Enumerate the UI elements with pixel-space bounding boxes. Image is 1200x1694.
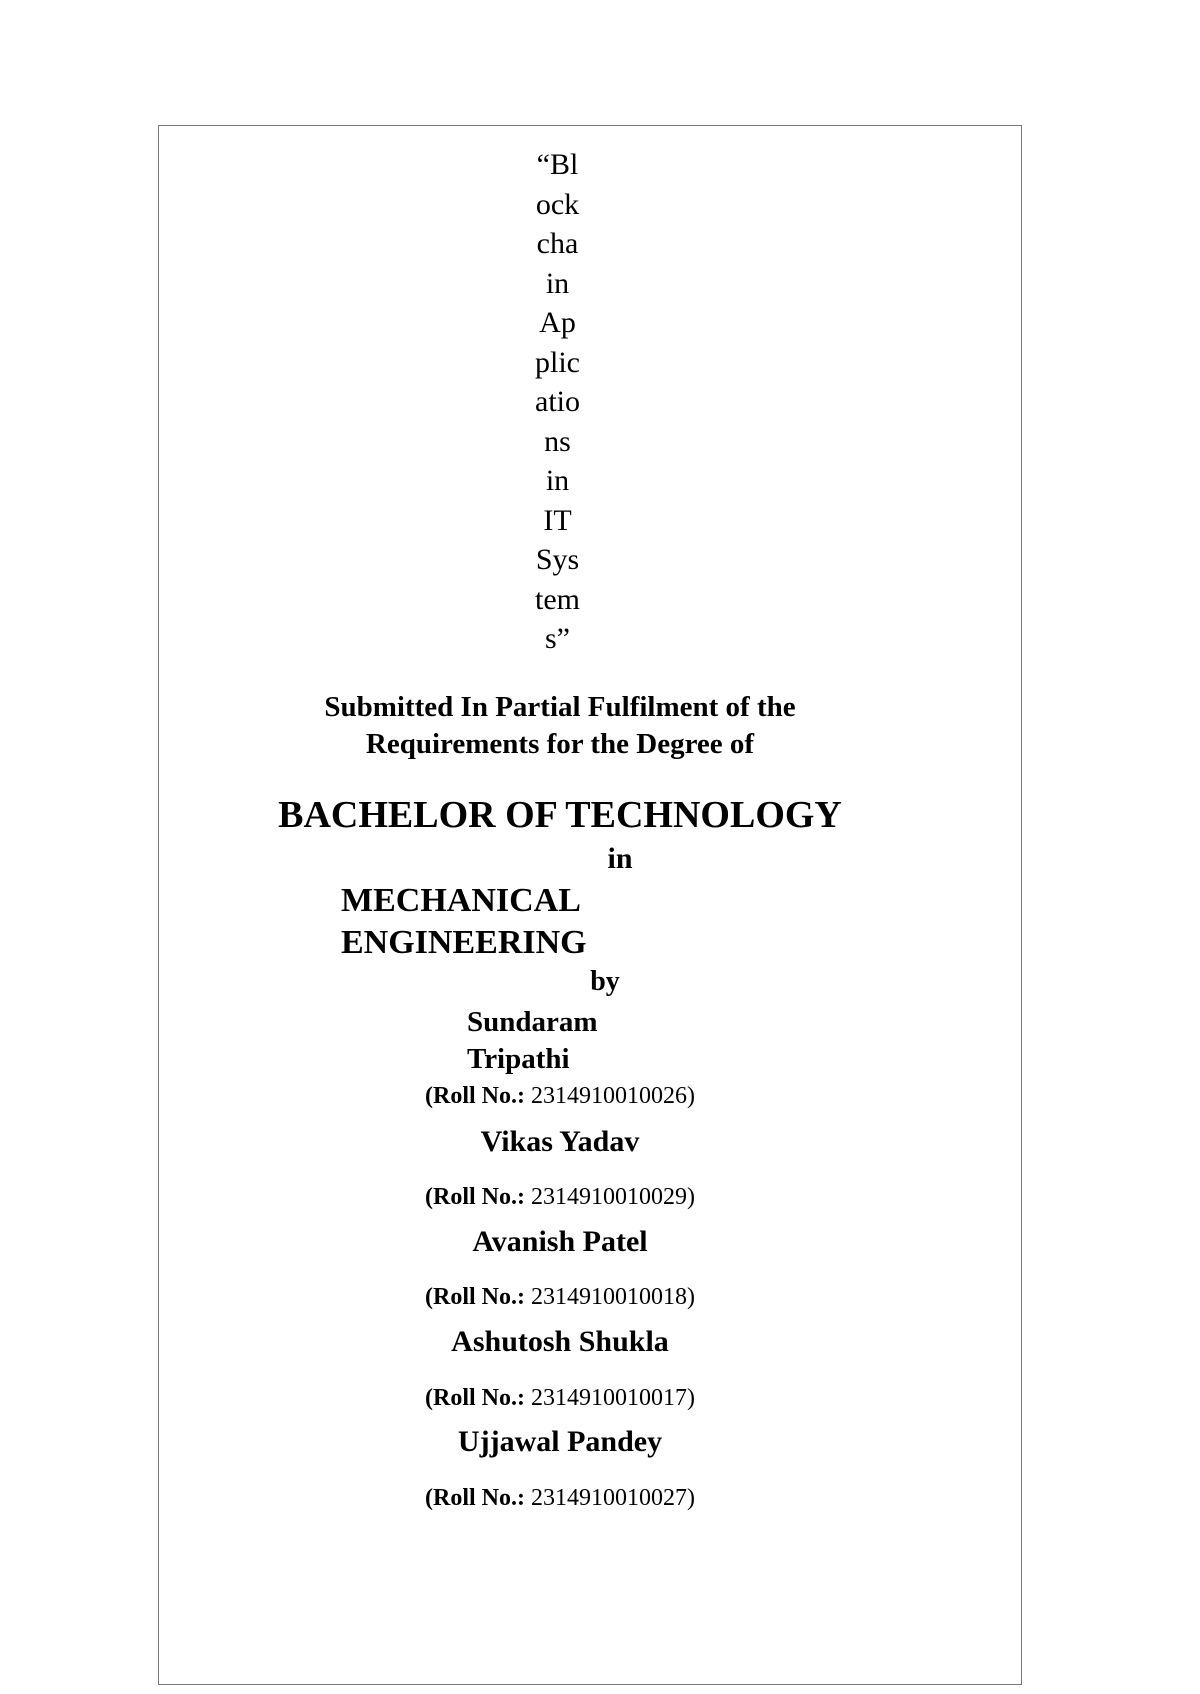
author-name — [467, 1004, 598, 1078]
title-fragment: s” — [545, 622, 570, 655]
title-fragment: IT — [543, 503, 572, 537]
roll-number — [300, 1083, 820, 1110]
roll-value: 2314910010018) — [530, 1284, 695, 1310]
title-fragment: cha — [536, 227, 579, 260]
roll-label: (Roll No.: — [425, 1284, 525, 1310]
roll-value: 2314910010027) — [530, 1485, 695, 1511]
author-name: Vikas Yadav — [480, 1125, 640, 1158]
title-fragment: in — [545, 464, 570, 497]
roll-value: 2314910010026) — [530, 1083, 695, 1109]
degree-title: BACHELOR OF TECHNOLOGY — [278, 794, 842, 836]
author-name: Ujjawal Pandey — [457, 1425, 663, 1458]
author-name-line-2: Tripathi — [467, 1043, 570, 1075]
title-fragment: tem — [535, 582, 580, 616]
title-fragment: in — [545, 266, 570, 300]
thesis-title — [520, 145, 595, 659]
title-fragment: ns — [544, 424, 571, 458]
roll-label: (Roll No.: — [425, 1083, 525, 1109]
roll-value: 2314910010017) — [530, 1385, 695, 1411]
title-fragment: ock — [535, 187, 580, 221]
roll-number — [300, 1485, 820, 1512]
branch-line-2: ENGINEERING — [341, 924, 587, 961]
title-fragment: Ap — [539, 306, 576, 339]
roll-label: (Roll No.: — [425, 1385, 525, 1411]
title-fragment: “Bl — [536, 148, 579, 181]
roll-value: 2314910010029) — [530, 1184, 695, 1210]
author-name: Avanish Patel — [472, 1225, 648, 1258]
roll-number — [300, 1385, 820, 1412]
roll-label: (Roll No.: — [425, 1184, 525, 1210]
title-fragment: plic — [535, 345, 580, 379]
roll-number — [300, 1184, 820, 1211]
branch-name — [341, 880, 587, 964]
branch-line-1: MECHANICAL — [341, 882, 581, 919]
submission-line-2: Requirements for the Degree of — [365, 728, 755, 760]
title-fragment: Sys — [535, 543, 580, 576]
roll-number — [300, 1284, 820, 1311]
author-name-line-1: Sundaram — [467, 1006, 598, 1038]
author-name: Ashutosh Shukla — [451, 1325, 669, 1358]
roll-label: (Roll No.: — [425, 1485, 525, 1511]
by-word: by — [590, 966, 620, 997]
submission-statement — [280, 689, 840, 763]
in-word: in — [607, 842, 633, 875]
submission-line-1: Submitted In Partial Fulfilment of the — [324, 691, 796, 723]
title-fragment: atio — [535, 385, 580, 418]
